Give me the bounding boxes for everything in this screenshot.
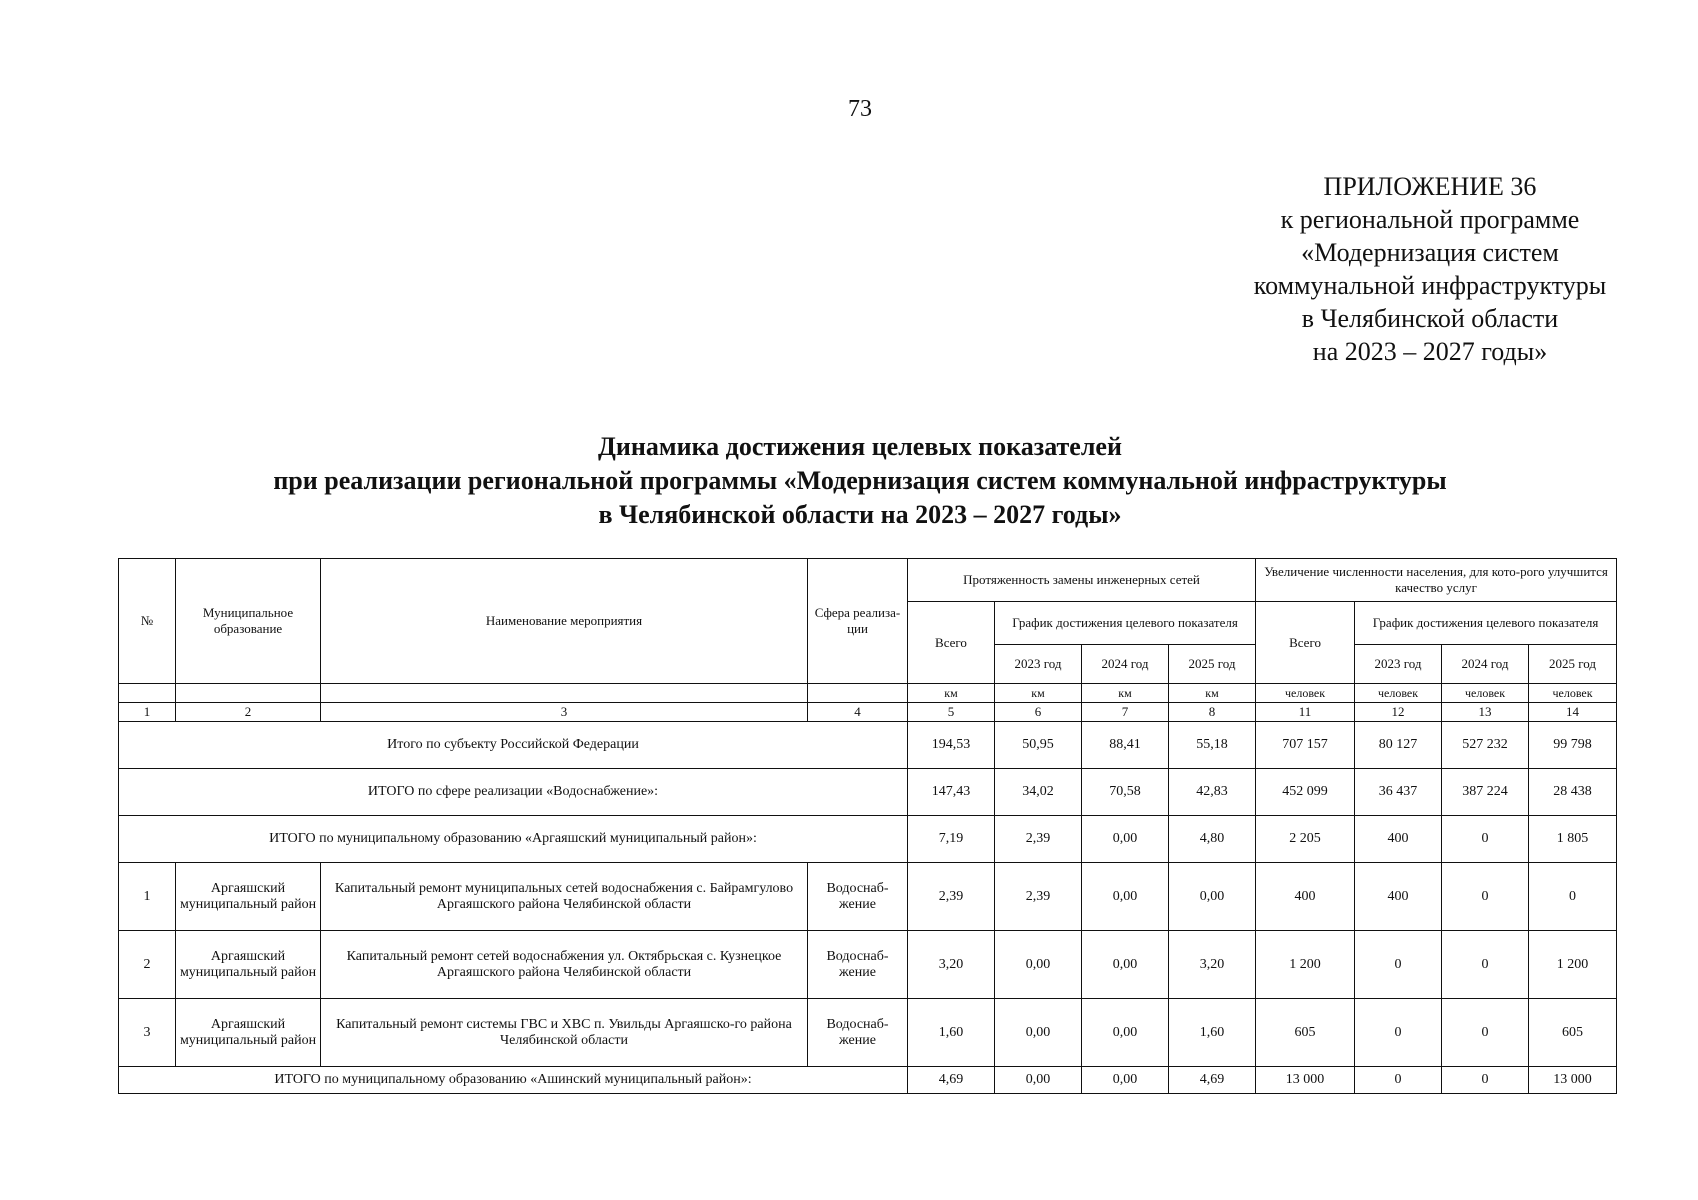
value-cell: 147,43 <box>908 769 995 816</box>
value-cell: 0 <box>1442 1067 1529 1094</box>
row-municipality: Аргаяшский муниципальный район <box>176 999 321 1067</box>
header-municipality: Муниципальное образование <box>176 559 321 684</box>
units-cell: человек <box>1355 684 1442 703</box>
column-numbers-row <box>119 703 1617 722</box>
value-cell: 1,60 <box>908 999 995 1067</box>
value-cell: 1 805 <box>1529 816 1617 863</box>
total-label: ИТОГО по муниципальному образованию «Ашинский муниципальный район»: <box>119 1067 908 1094</box>
units-cell <box>176 684 321 703</box>
value-cell: 0 <box>1442 931 1529 999</box>
value-cell: 50,95 <box>995 722 1082 769</box>
value-cell: 0 <box>1442 863 1529 931</box>
value-cell: 80 127 <box>1355 722 1442 769</box>
title-line: Динамика достижения целевых показателей <box>598 432 1122 461</box>
value-cell: 605 <box>1256 999 1355 1067</box>
value-cell: 400 <box>1256 863 1355 931</box>
units-cell <box>119 684 176 703</box>
value-cell: 1 200 <box>1529 931 1617 999</box>
column-number: 11 <box>1256 703 1355 722</box>
value-cell: 605 <box>1529 999 1617 1067</box>
value-cell: 387 224 <box>1442 769 1529 816</box>
value-cell: 13 000 <box>1529 1067 1617 1094</box>
header-year-2024: 2024 год <box>1442 645 1529 684</box>
total-row-federation <box>119 722 1617 769</box>
units-cell <box>321 684 808 703</box>
value-cell: 527 232 <box>1442 722 1529 769</box>
row-number: 1 <box>119 863 176 931</box>
units-cell: человек <box>1256 684 1355 703</box>
value-cell: 7,19 <box>908 816 995 863</box>
header-year-2025: 2025 год <box>1169 645 1256 684</box>
value-cell: 400 <box>1355 816 1442 863</box>
value-cell: 194,53 <box>908 722 995 769</box>
column-number: 5 <box>908 703 995 722</box>
table-row <box>119 999 1617 1067</box>
appendix-block <box>1170 170 1690 368</box>
value-cell: 0,00 <box>1169 863 1256 931</box>
page-number: 73 <box>848 96 872 122</box>
row-municipality: Аргаяшский муниципальный район <box>176 863 321 931</box>
value-cell: 0,00 <box>1082 999 1169 1067</box>
value-cell: 0,00 <box>1082 863 1169 931</box>
header-event: Наименование мероприятия <box>321 559 808 684</box>
value-cell: 2 205 <box>1256 816 1355 863</box>
units-cell: человек <box>1529 684 1617 703</box>
value-cell: 55,18 <box>1169 722 1256 769</box>
appendix-line: к региональной программе <box>1280 205 1580 234</box>
header-sphere: Сфера реализа-ции <box>808 559 908 684</box>
document-title <box>0 430 1698 532</box>
header-year-2025: 2025 год <box>1529 645 1617 684</box>
value-cell: 13 000 <box>1256 1067 1355 1094</box>
value-cell: 0 <box>1355 1067 1442 1094</box>
title-line: при реализации региональной программы «Модернизация систем коммунальной инфраструктуры <box>273 466 1447 495</box>
column-number: 4 <box>808 703 908 722</box>
column-number: 14 <box>1529 703 1617 722</box>
units-cell: км <box>908 684 995 703</box>
appendix-line: коммунальной инфраструктуры <box>1253 271 1607 300</box>
total-label: Итого по субъекту Российской Федерации <box>119 722 908 769</box>
column-number: 12 <box>1355 703 1442 722</box>
appendix-line: в Челябинской области <box>1301 304 1559 333</box>
header-year-2024: 2024 год <box>1082 645 1169 684</box>
value-cell: 1 200 <box>1256 931 1355 999</box>
value-cell: 70,58 <box>1082 769 1169 816</box>
column-number: 2 <box>176 703 321 722</box>
value-cell: 34,02 <box>995 769 1082 816</box>
value-cell: 88,41 <box>1082 722 1169 769</box>
value-cell: 0 <box>1529 863 1617 931</box>
value-cell: 4,69 <box>1169 1067 1256 1094</box>
value-cell: 4,80 <box>1169 816 1256 863</box>
header-num: № <box>119 559 176 684</box>
column-number: 1 <box>119 703 176 722</box>
units-cell: км <box>995 684 1082 703</box>
value-cell: 400 <box>1355 863 1442 931</box>
row-event: Капитальный ремонт муниципальных сетей водоснабжения с. Байрамгулово Аргаяшского района Челябинской области <box>321 863 808 931</box>
header-row <box>119 559 1617 602</box>
table-row <box>119 863 1617 931</box>
units-cell <box>808 684 908 703</box>
units-cell: км <box>1169 684 1256 703</box>
value-cell: 0,00 <box>1082 931 1169 999</box>
header-population-group: Увеличение численности населения, для кото-рого улучшится качество услуг <box>1256 559 1617 602</box>
value-cell: 0 <box>1355 999 1442 1067</box>
column-number: 8 <box>1169 703 1256 722</box>
column-number: 13 <box>1442 703 1529 722</box>
appendix-line: на 2023 – 2027 годы» <box>1312 337 1548 366</box>
header-networks-group: Протяженность замены инженерных сетей <box>908 559 1256 602</box>
header-networks-total: Всего <box>908 602 995 684</box>
appendix-line: ПРИЛОЖЕНИЕ 36 <box>1323 172 1537 201</box>
total-row-sphere <box>119 769 1617 816</box>
value-cell: 0 <box>1442 816 1529 863</box>
row-event: Капитальный ремонт сетей водоснабжения ул. Октябрьская с. Кузнецкое Аргаяшского района Челябинской области <box>321 931 808 999</box>
row-sphere: Водоснаб-жение <box>808 863 908 931</box>
row-sphere: Водоснаб-жение <box>808 999 908 1067</box>
column-number: 7 <box>1082 703 1169 722</box>
column-number: 6 <box>995 703 1082 722</box>
value-cell: 28 438 <box>1529 769 1617 816</box>
row-number: 3 <box>119 999 176 1067</box>
value-cell: 2,39 <box>995 863 1082 931</box>
table-row <box>119 931 1617 999</box>
header-year-2023: 2023 год <box>1355 645 1442 684</box>
value-cell: 4,69 <box>908 1067 995 1094</box>
value-cell: 2,39 <box>908 863 995 931</box>
value-cell: 0,00 <box>995 931 1082 999</box>
header-networks-schedule: График достижения целевого показателя <box>995 602 1256 645</box>
title-line: в Челябинской области на 2023 – 2027 годы» <box>598 500 1122 529</box>
total-row-ashinsky <box>119 1067 1617 1094</box>
indicators-table <box>118 558 1617 1094</box>
total-label: ИТОГО по муниципальному образованию «Аргаяшский муниципальный район»: <box>119 816 908 863</box>
value-cell: 0,00 <box>995 999 1082 1067</box>
value-cell: 0,00 <box>1082 816 1169 863</box>
value-cell: 0,00 <box>995 1067 1082 1094</box>
total-row-argayash <box>119 816 1617 863</box>
row-municipality: Аргаяшский муниципальный район <box>176 931 321 999</box>
value-cell: 99 798 <box>1529 722 1617 769</box>
value-cell: 42,83 <box>1169 769 1256 816</box>
value-cell: 0,00 <box>1082 1067 1169 1094</box>
appendix-line: «Модернизация систем <box>1301 238 1559 267</box>
value-cell: 707 157 <box>1256 722 1355 769</box>
value-cell: 2,39 <box>995 816 1082 863</box>
value-cell: 452 099 <box>1256 769 1355 816</box>
header-population-schedule: График достижения целевого показателя <box>1355 602 1617 645</box>
value-cell: 3,20 <box>1169 931 1256 999</box>
header-population-total: Всего <box>1256 602 1355 684</box>
value-cell: 3,20 <box>908 931 995 999</box>
units-row <box>119 684 1617 703</box>
value-cell: 36 437 <box>1355 769 1442 816</box>
row-event: Капитальный ремонт системы ГВС и ХВС п. Увильды Аргаяшско-го района Челябинской области <box>321 999 808 1067</box>
total-label: ИТОГО по сфере реализации «Водоснабжение»: <box>119 769 908 816</box>
row-number: 2 <box>119 931 176 999</box>
value-cell: 1,60 <box>1169 999 1256 1067</box>
header-year-2023: 2023 год <box>995 645 1082 684</box>
value-cell: 0 <box>1355 931 1442 999</box>
units-cell: человек <box>1442 684 1529 703</box>
row-sphere: Водоснаб-жение <box>808 931 908 999</box>
value-cell: 0 <box>1442 999 1529 1067</box>
column-number: 3 <box>321 703 808 722</box>
units-cell: км <box>1082 684 1169 703</box>
